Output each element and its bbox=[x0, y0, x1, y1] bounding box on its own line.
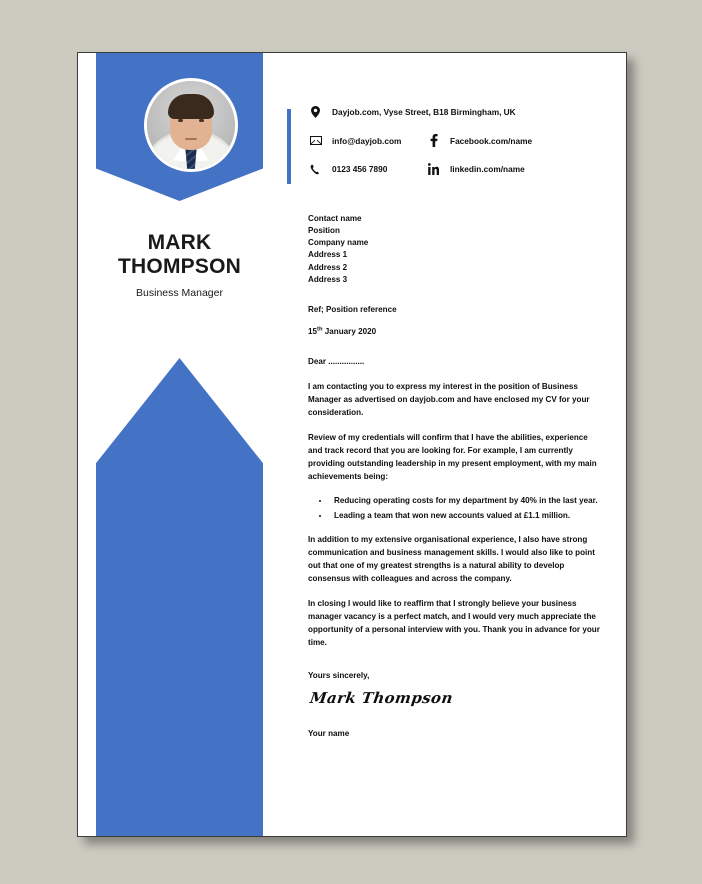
phone-icon bbox=[308, 164, 323, 175]
photo-eye-right bbox=[199, 119, 204, 122]
contact-facebook[interactable] bbox=[426, 134, 532, 147]
accent-bar bbox=[287, 109, 291, 184]
list-item: • Leading a team that won new accounts valued at £1.1 million. bbox=[330, 509, 604, 522]
linkedin-icon bbox=[426, 163, 441, 175]
avatar bbox=[144, 78, 238, 172]
envelope-icon bbox=[308, 136, 323, 145]
salutation: Dear ................ bbox=[308, 357, 365, 367]
name-placeholder: Your name bbox=[308, 729, 350, 739]
contact-row-email-facebook bbox=[308, 134, 608, 147]
date-day: 15 bbox=[308, 326, 318, 336]
contact-block bbox=[308, 106, 608, 175]
left-sidebar bbox=[96, 53, 263, 836]
achievements-list bbox=[308, 494, 604, 522]
contact-phone[interactable] bbox=[308, 164, 426, 175]
paragraph-1: I am contacting you to express my interest in the position of Business Manager as advertised on dayjob.com and have enclosed my CV for your consideration. bbox=[308, 382, 590, 418]
cv-page bbox=[77, 52, 627, 837]
position-reference: Ref; Position reference bbox=[308, 304, 397, 314]
name-block bbox=[96, 231, 263, 299]
decorative-pentagon-shape bbox=[96, 358, 263, 836]
signature: Mark Thompson bbox=[308, 689, 455, 708]
phone-text: 0123 456 7890 bbox=[332, 164, 388, 174]
sign-off: Yours sincerely, bbox=[308, 671, 370, 681]
last-name: THOMPSON bbox=[118, 254, 241, 278]
photo-eye-left bbox=[178, 119, 183, 122]
letter-date bbox=[308, 325, 604, 338]
facebook-icon bbox=[426, 134, 441, 147]
contact-row-phone-linkedin bbox=[308, 163, 608, 175]
contact-email[interactable] bbox=[308, 136, 426, 146]
recipient-address bbox=[308, 213, 604, 286]
photo-hair bbox=[168, 94, 214, 119]
contact-linkedin[interactable] bbox=[426, 163, 525, 175]
recipient-line: Contact name bbox=[308, 214, 362, 223]
recipient-line: Position bbox=[308, 226, 340, 236]
first-name: MARK bbox=[147, 231, 212, 254]
profile-photo bbox=[147, 81, 235, 169]
list-item: • Reducing operating costs for my department by 40% in the last year. bbox=[330, 494, 604, 507]
photo-mouth bbox=[185, 138, 197, 140]
contact-row-address bbox=[308, 106, 608, 118]
location-pin-icon bbox=[308, 106, 323, 118]
letter-body bbox=[308, 213, 604, 741]
letter-column bbox=[286, 53, 606, 836]
date-rest: January 2020 bbox=[322, 326, 377, 336]
recipient-line: Address 1 bbox=[308, 250, 348, 260]
linkedin-text: linkedin.com/name bbox=[450, 164, 525, 174]
contact-address[interactable] bbox=[308, 106, 516, 118]
paragraph-2: Review of my credentials will confirm that I have the abilities, experience and track record that you are looking for. For example, I am currently providing outstanding leadership in my present employment, with my main achievements being: bbox=[308, 432, 597, 481]
recipient-line: Address 2 bbox=[308, 262, 348, 272]
job-title: Business Manager bbox=[136, 286, 223, 299]
recipient-line: Company name bbox=[308, 238, 369, 248]
recipient-line: Address 3 bbox=[308, 274, 348, 284]
address-text: Dayjob.com, Vyse Street, B18 Birmingham, UK bbox=[332, 107, 516, 117]
date-suffix: th bbox=[317, 326, 323, 333]
email-text: info@dayjob.com bbox=[332, 135, 402, 146]
facebook-text: Facebook.com/name bbox=[450, 135, 533, 146]
paragraph-3: In addition to my extensive organisational experience, I also have strong communication and business management skills. I would also like to point out that one of my greatest strengths is a natural ability to develop consensus with colleagues and across the company. bbox=[308, 535, 595, 584]
paragraph-4: In closing I would like to reaffirm that I strongly believe your business manager vacancy is a perfect match, and I would very much appreciate the opportunity of a personal interview with you. Thank you in advance for your time. bbox=[308, 598, 600, 647]
